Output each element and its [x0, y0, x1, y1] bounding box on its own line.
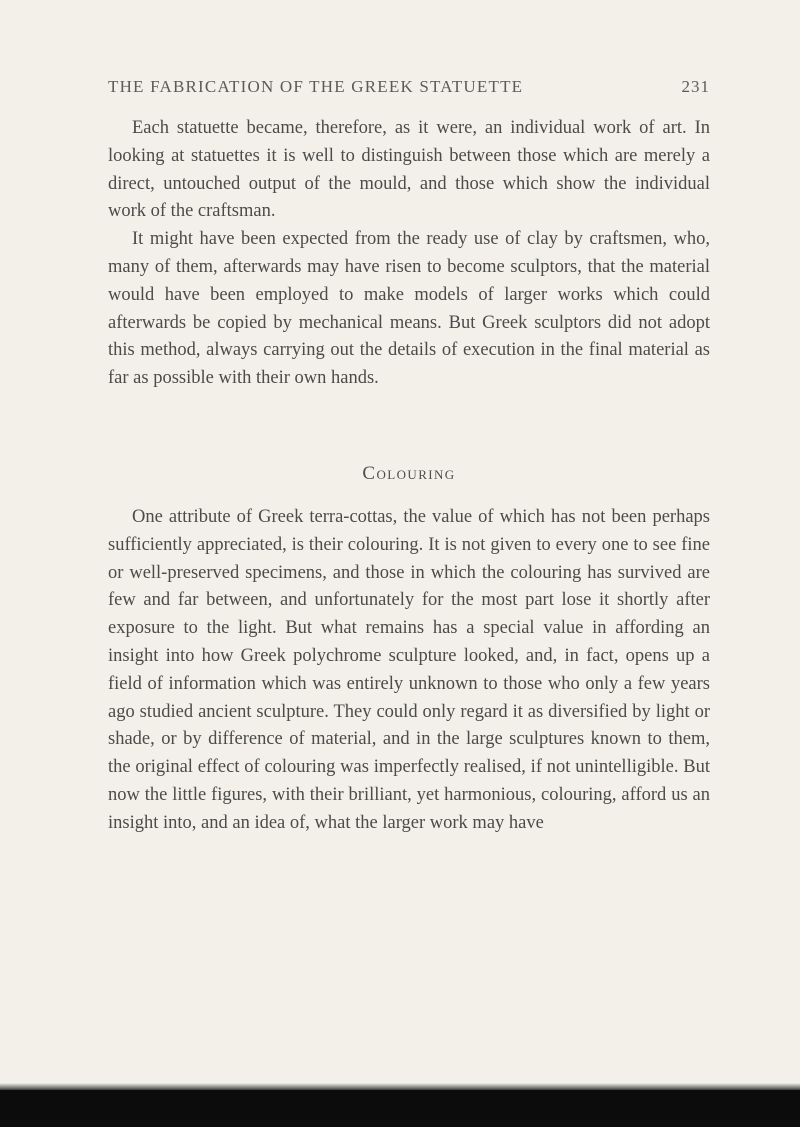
- section-heading: Colouring: [362, 463, 456, 484]
- page-number: 231: [681, 77, 710, 96]
- paragraph: Each statuette became, therefore, as it were, an individual work of art. In looking at statuettes it is well to distinguish between those which are merely a direct, untouched output of the mould, and those which show the individual work of the craftsman.: [108, 118, 710, 222]
- scan-bottom-border: [0, 1090, 800, 1127]
- running-title: THE FABRICATION OF THE GREEK STATUETTE: [108, 77, 524, 96]
- paragraph: It might have been expected from the ready use of clay by craftsmen, who, many of them, afterwards may have risen to become sculptors, that the material would have been employed to make models of larger works which could afterwards be copied by mechanical means. But Greek sculptors did not adopt this method, always carrying out the details of execution in the final material as far as possible with their own hands.: [108, 229, 710, 389]
- paragraph: One attribute of Greek terra-cottas, the value of which has not been perhaps sufficiently appreciated, is their colouring. It is not given to every one to see fine or well-preserved specimens, and those in which the colouring has survived are few and far between, and unfortunately for the most part lose it shortly after exposure to the light. But what remains has a special value in affording an insight into how Greek polychrome sculpture looked, and, in fact, opens up a field of information which was entirely unknown to those who only a few years ago studied ancient sculpture. They could only regard it as diversified by light or shade, or by difference of material, and in the large sculptures known to them, the original effect of colouring was imperfectly realised, if not unintelligible. But now the little figures, with their brilliant, yet harmonious, colouring, afford us an insight into, and an idea of, what the larger work may have: [108, 507, 710, 833]
- text-block-intro: [108, 115, 710, 393]
- running-head: [108, 77, 710, 107]
- text-block-colouring: [108, 504, 710, 838]
